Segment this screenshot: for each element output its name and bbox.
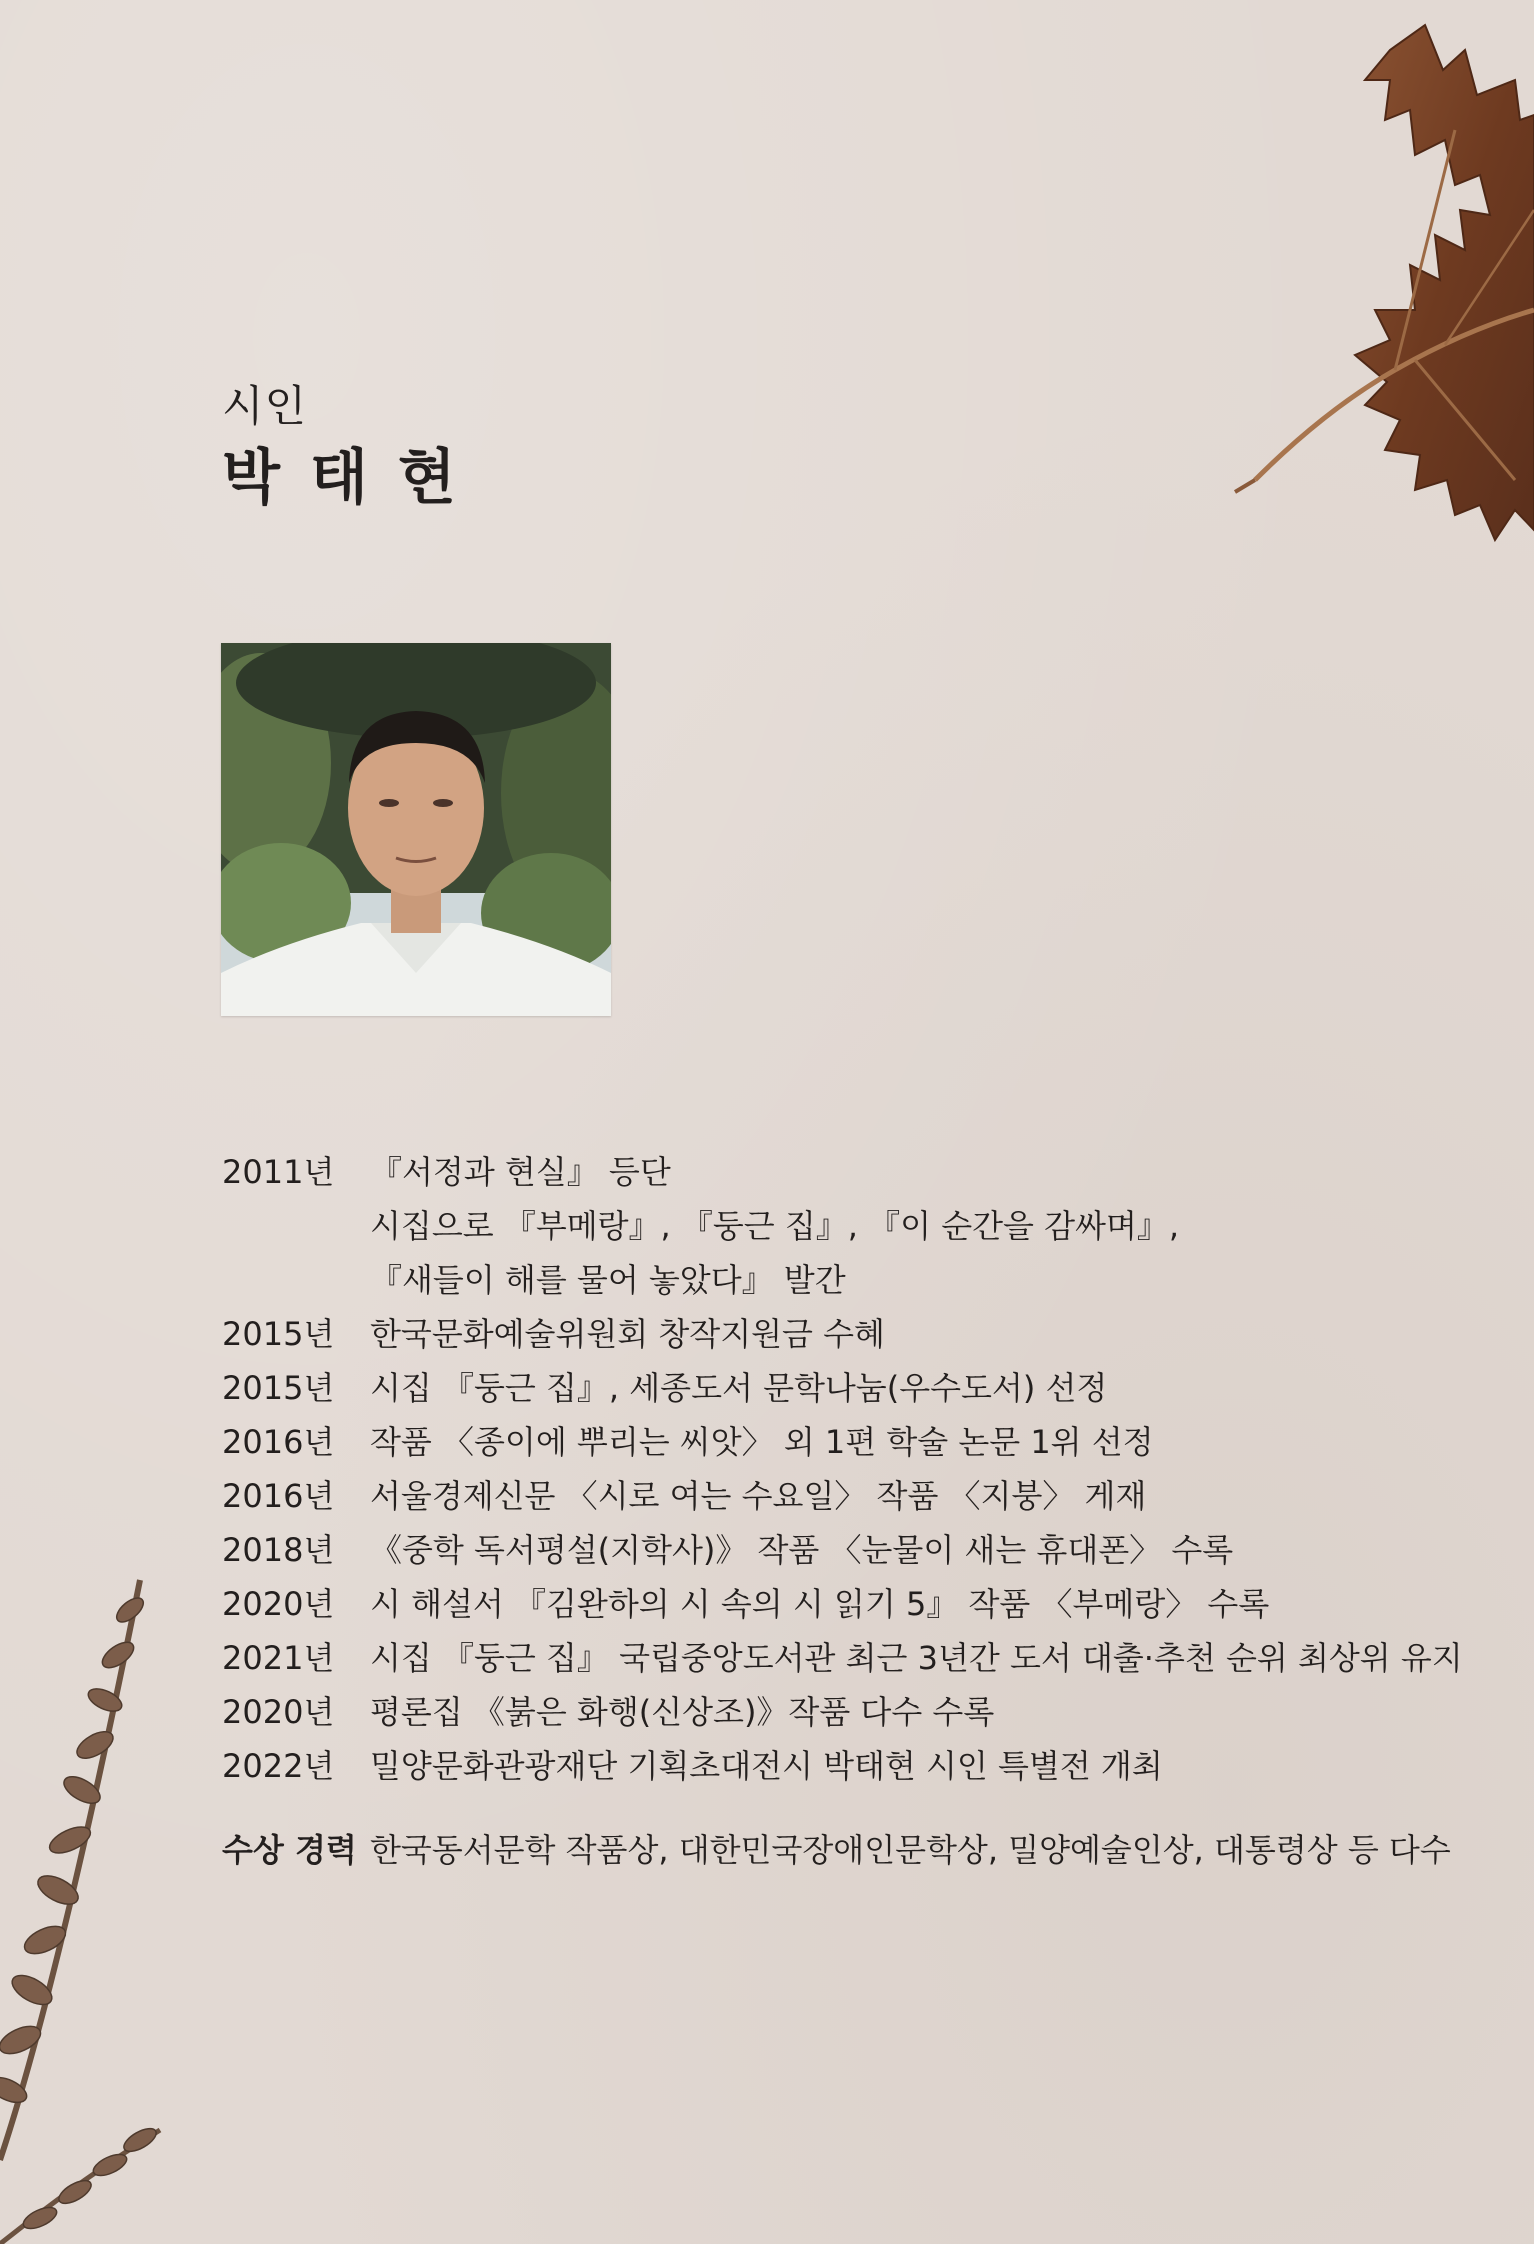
timeline-row bbox=[222, 1415, 1372, 1469]
awards-text: 한국동서문학 작품상, 대한민국장애인문학상, 밀양예술인상, 대통령상 등 다수 bbox=[370, 1831, 1451, 1869]
role-label: 시인 bbox=[222, 382, 308, 432]
timeline-entry bbox=[370, 1145, 1179, 1307]
timeline-line: 시집 『둥근 집』 국립중앙도서관 최근 3년간 도서 대출·추천 순위 최상위 유지 bbox=[370, 1639, 1463, 1677]
timeline-row bbox=[222, 1523, 1372, 1577]
timeline-row bbox=[222, 1145, 1372, 1307]
poet-name: 박태현 bbox=[222, 443, 486, 513]
timeline-row bbox=[222, 1307, 1372, 1361]
timeline-line: 평론집 《붉은 화행(신상조)》작품 다수 수록 bbox=[370, 1693, 995, 1731]
timeline-line: 시집으로 『부메랑』, 『둥근 집』, 『이 순간을 감싸며』, bbox=[370, 1207, 1180, 1245]
timeline-year: 2021년 bbox=[222, 1639, 335, 1677]
timeline-year: 2020년 bbox=[222, 1693, 335, 1731]
timeline-year: 2020년 bbox=[222, 1585, 335, 1623]
timeline-row bbox=[222, 1361, 1372, 1415]
timeline-year: 2018년 bbox=[222, 1531, 335, 1569]
timeline-line: 밀양문화관광재단 기획초대전시 박태현 시인 특별전 개최 bbox=[370, 1747, 1163, 1785]
timeline-year: 2016년 bbox=[222, 1477, 335, 1515]
timeline-line: 한국문화예술위원회 창작지원금 수혜 bbox=[370, 1315, 885, 1353]
awards-label: 수상 경력 bbox=[222, 1831, 357, 1869]
timeline-year: 2011년 bbox=[222, 1153, 335, 1191]
timeline-line: 시집 『둥근 집』, 세종도서 문학나눔(우수도서) 선정 bbox=[370, 1369, 1108, 1407]
timeline-line: 《중학 독서평설(지학사)》 작품 〈눈물이 새는 휴대폰〉 수록 bbox=[370, 1531, 1234, 1569]
lavender-sprig-icon bbox=[0, 1560, 175, 2244]
dried-leaf-icon bbox=[1215, 10, 1534, 555]
timeline-line: 『새들이 해를 물어 놓았다』 발간 bbox=[370, 1261, 846, 1299]
awards-row bbox=[222, 1823, 1451, 1877]
timeline-line: 작품 〈종이에 뿌리는 씨앗〉 외 1편 학술 논문 1위 선정 bbox=[370, 1423, 1154, 1461]
poet-header bbox=[222, 380, 486, 518]
portrait-photo bbox=[221, 643, 611, 1016]
timeline-year: 2016년 bbox=[222, 1423, 335, 1461]
timeline-row bbox=[222, 1631, 1463, 1685]
timeline-row bbox=[222, 1469, 1372, 1523]
timeline-line: 시 해설서 『김완하의 시 속의 시 읽기 5』 작품 〈부메랑〉 수록 bbox=[370, 1585, 1270, 1623]
career-timeline bbox=[222, 1145, 1463, 1877]
timeline-line: 서울경제신문 〈시로 여는 수요일〉 작품 〈지붕〉 게재 bbox=[370, 1477, 1147, 1515]
timeline-year: 2022년 bbox=[222, 1747, 335, 1785]
timeline-year: 2015년 bbox=[222, 1369, 335, 1407]
timeline-year: 2015년 bbox=[222, 1315, 335, 1353]
timeline-line: 『서정과 현실』 등단 bbox=[370, 1153, 671, 1191]
portrait-illustration bbox=[221, 643, 611, 1016]
timeline-row bbox=[222, 1685, 1372, 1739]
timeline-row bbox=[222, 1577, 1372, 1631]
timeline-row bbox=[222, 1739, 1372, 1793]
